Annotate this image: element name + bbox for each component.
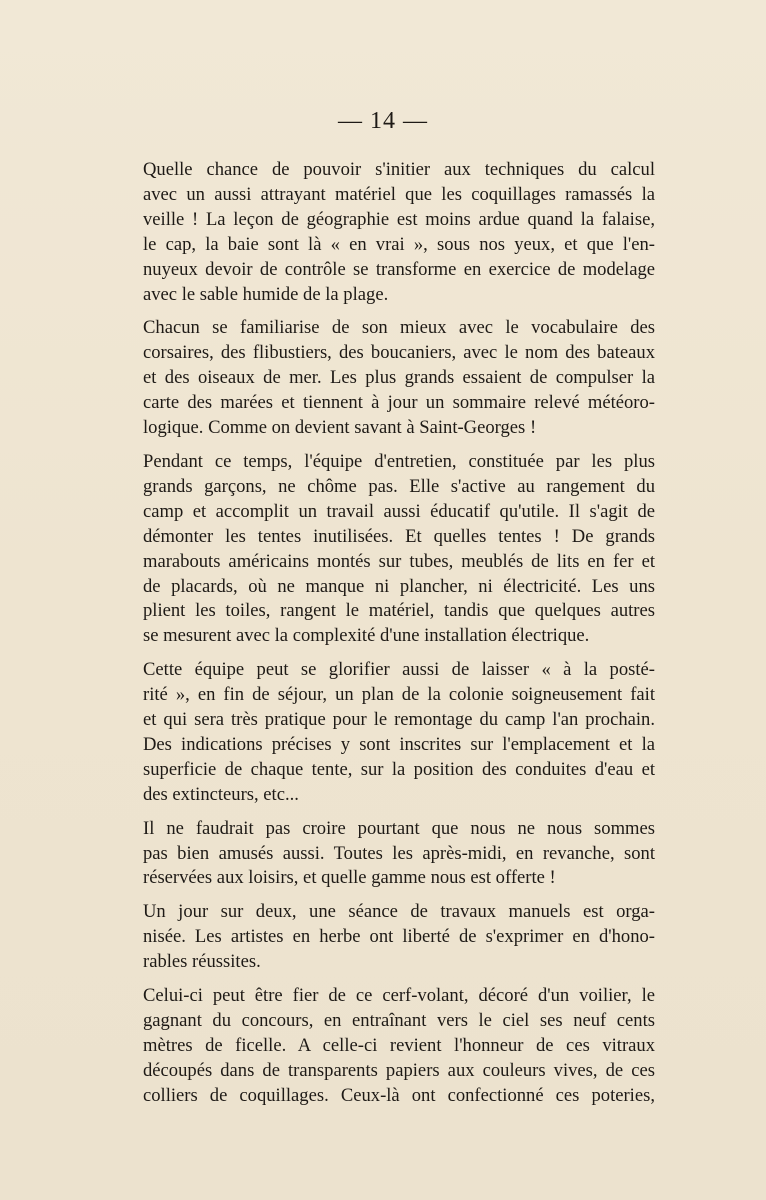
text-line: des extincteurs, etc...	[143, 783, 299, 805]
text-line: corsaires, des flibustiers, des boucaniers, avec le nom des bateaux	[143, 342, 655, 364]
text-line: Il ne faudrait pas croire pourtant que nous ne nous sommes	[143, 817, 655, 839]
text-line: de placards, où ne manque ni plancher, ni électricité. Les uns	[143, 575, 655, 597]
text-line: démonter les tentes inutilisées. Et quelles tentes ! De grands	[143, 525, 655, 547]
text-line: découpés dans de transparents papiers aux couleurs vives, de ces	[143, 1059, 655, 1081]
text-line: nuyeux devoir de contrôle se transforme en exercice de modelage	[143, 258, 655, 280]
paragraph	[143, 984, 655, 1109]
text-line: rables réussites.	[143, 951, 261, 973]
page-number: — 14 —	[338, 108, 428, 134]
text-line: Un jour sur deux, une séance de travaux manuels est orga-	[143, 901, 655, 923]
paragraph	[143, 900, 655, 975]
text-line: plient les toiles, rangent le matériel, tandis que quelques autres	[143, 600, 655, 622]
text-line: grands garçons, ne chôme pas. Elle s'active au rangement du	[143, 475, 655, 497]
text-line: avec le sable humide de la plage.	[143, 283, 389, 305]
paragraph	[143, 450, 655, 649]
text-line: Pendant ce temps, l'équipe d'entretien, constituée par les plus	[143, 450, 655, 472]
text-line: Cette équipe peut se glorifier aussi de laisser « à la posté-	[143, 659, 655, 681]
text-line: Celui-ci peut être fier de ce cerf-volant, décoré d'un voilier, le	[143, 985, 655, 1007]
text-line: Des indications précises y sont inscrites sur l'emplacement et la	[143, 733, 655, 755]
text-line: carte des marées et tiennent à jour un sommaire relevé météoro-	[143, 392, 655, 414]
text-line: pas bien amusés aussi. Toutes les après-midi, en revanche, sont	[143, 842, 655, 864]
body-text	[143, 158, 655, 1118]
text-line: superficie de chaque tente, sur la position des conduites d'eau et	[143, 758, 655, 780]
text-line: marabouts américains montés sur tubes, meublés de lits en fer et	[143, 550, 655, 572]
text-line: nisée. Les artistes en herbe ont liberté de s'exprimer en d'hono-	[143, 926, 655, 948]
text-line: réservées aux loisirs, et quelle gamme nous est offerte !	[143, 867, 556, 889]
text-line: mètres de ficelle. A celle-ci revient l'honneur de ces vitraux	[143, 1034, 655, 1056]
text-line: colliers de coquillages. Ceux-là ont confectionné ces poteries,	[143, 1084, 655, 1106]
text-line: Chacun se familiarise de son mieux avec le vocabulaire des	[143, 317, 655, 339]
text-line: avec un aussi attrayant matériel que les coquillages ramassés la	[143, 183, 655, 205]
text-line: veille ! La leçon de géographie est moins ardue quand la falaise,	[143, 208, 655, 230]
text-line: le cap, la baie sont là « en vrai », sous nos yeux, et que l'en-	[143, 233, 655, 255]
text-line: gagnant du concours, en entraînant vers le ciel ses neuf cents	[143, 1010, 655, 1031]
text-line: Quelle chance de pouvoir s'initier aux techniques du calcul	[143, 159, 655, 180]
text-line: et qui sera très pratique pour le remontage du camp l'an prochain.	[143, 709, 655, 731]
text-line: et des oiseaux de mer. Les plus grands essaient de compulser la	[143, 367, 655, 389]
text-line: rité », en fin de séjour, un plan de la colonie soigneusement fait	[143, 684, 655, 706]
paragraph	[143, 316, 655, 441]
paragraph	[143, 817, 655, 892]
text-line: se mesurent avec la complexité d'une installation électrique.	[143, 625, 590, 647]
paragraph	[143, 158, 655, 307]
text-line: logique. Comme on devient savant à Saint-Georges !	[143, 417, 537, 439]
text-line: camp et accomplit un travail aussi éducatif qu'utile. Il s'agit de	[143, 500, 655, 522]
paragraph	[143, 658, 655, 807]
